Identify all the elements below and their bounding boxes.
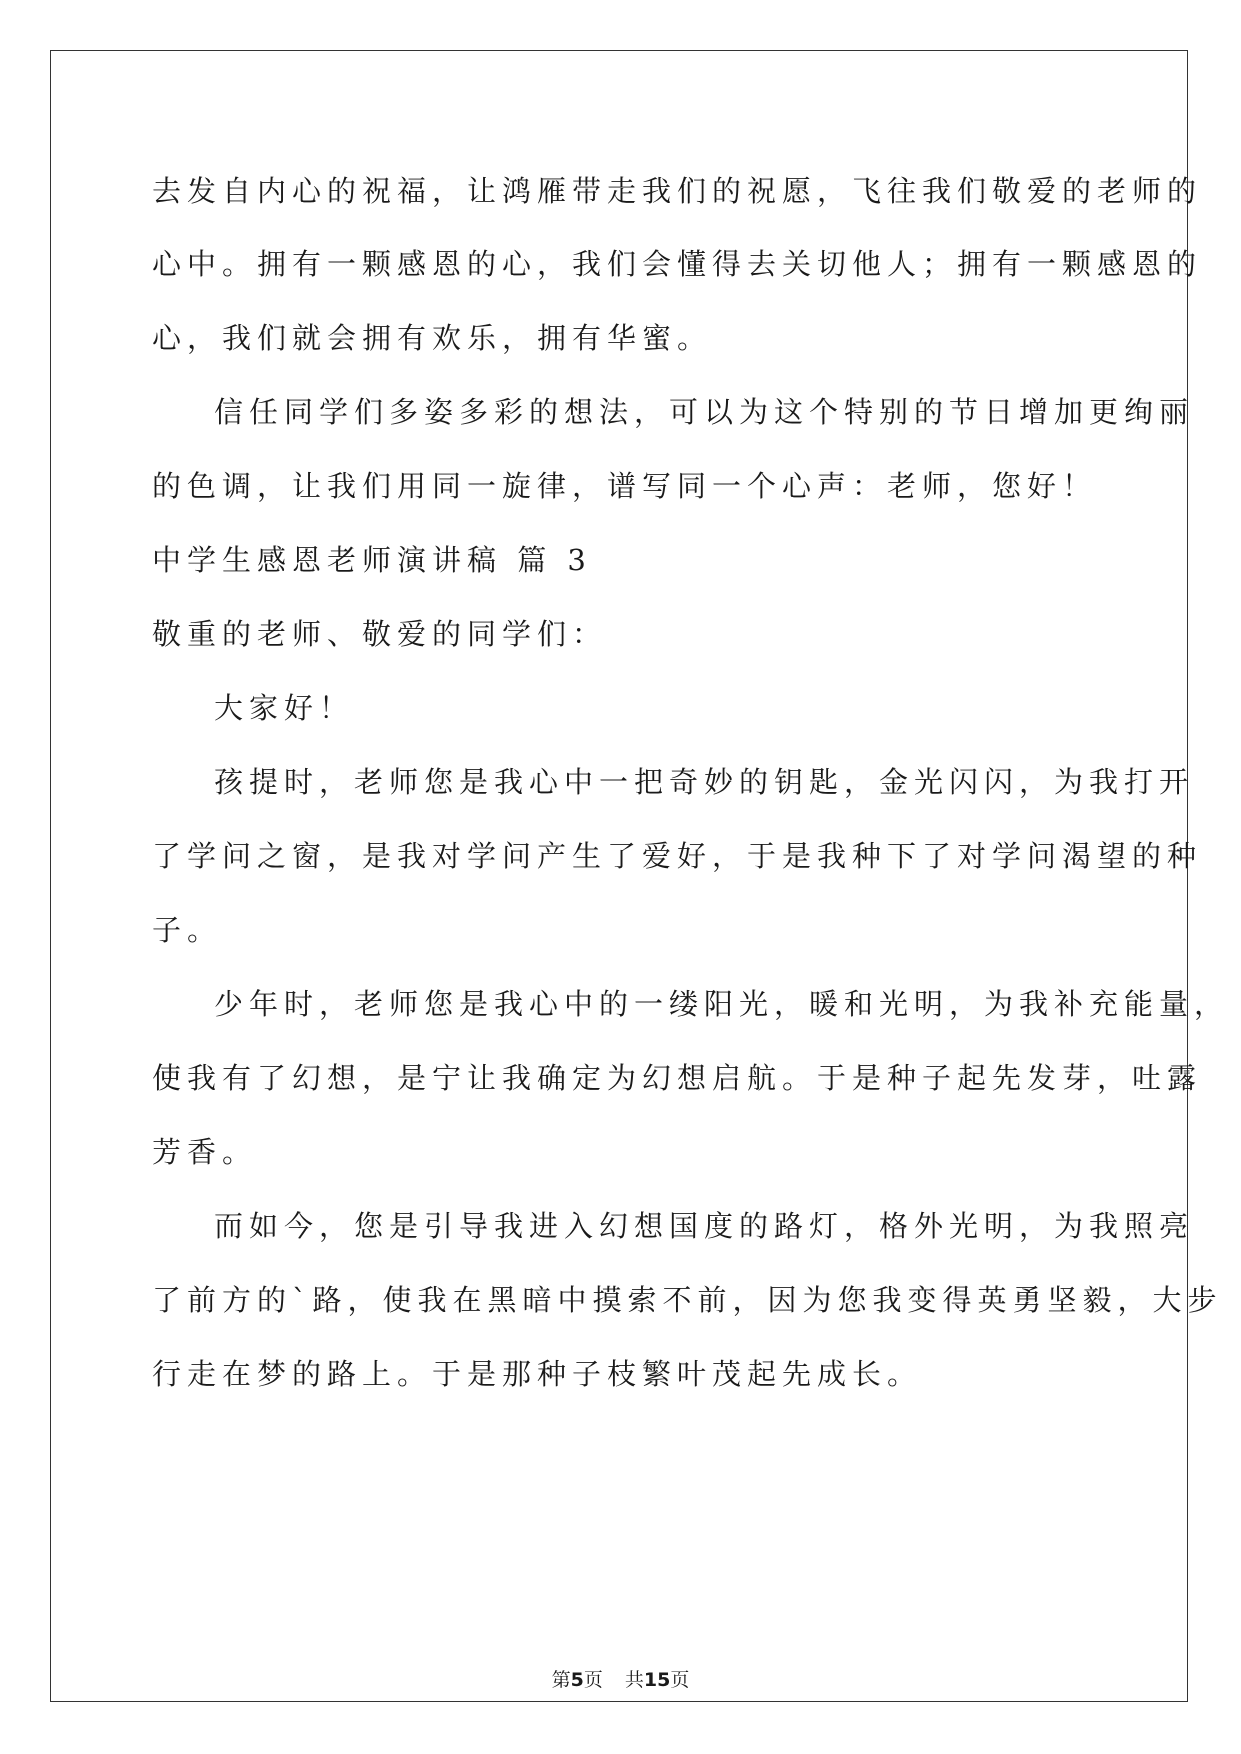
page-prefix: 第 — [551, 1669, 571, 1691]
body-line: 了学问之窗，是我对学问产生了爱好，于是我种下了对学问渴望的种 — [152, 839, 1203, 873]
page-suffix: 页 — [583, 1669, 603, 1691]
body-line: 了前方的`路，使我在黑暗中摸索不前，因为您我变得英勇坚毅，大步 — [152, 1283, 1223, 1317]
section-heading: 中学生感恩老师演讲稿 篇 3 — [152, 543, 592, 577]
body-line: 的色调，让我们用同一旋律，谱写同一个心声：老师，您好！ — [152, 469, 1098, 503]
body-line: 心，我们就会拥有欢乐，拥有华蜜。 — [152, 321, 713, 355]
body-line: 芳香。 — [152, 1135, 258, 1169]
total-suffix: 页 — [670, 1669, 690, 1691]
total-prefix: 共 — [624, 1669, 644, 1691]
greeting: 大家好！ — [214, 691, 355, 725]
body-line: 而如今，您是引导我进入幻想国度的路灯，格外光明，为我照亮 — [214, 1209, 1195, 1243]
current-page-number: 5 — [570, 1669, 584, 1691]
body-line: 去发自内心的祝福，让鸿雁带走我们的祝愿，飞往我们敬爱的老师的 — [152, 174, 1203, 208]
body-line: 使我有了幻想，是宁让我确定为幻想启航。于是种子起先发芽，吐露 — [152, 1061, 1203, 1095]
total-page-count: 15 — [643, 1669, 671, 1691]
body-line: 心中。拥有一颗感恩的心，我们会懂得去关切他人；拥有一颗感恩的 — [152, 247, 1203, 281]
body-line: 孩提时，老师您是我心中一把奇妙的钥匙，金光闪闪，为我打开 — [214, 765, 1195, 799]
body-line: 信任同学们多姿多彩的想法，可以为这个特别的节日增加更绚丽 — [214, 395, 1195, 429]
page-border — [50, 50, 1188, 1702]
body-line: 少年时，老师您是我心中的一缕阳光，暖和光明，为我补充能量， — [214, 987, 1230, 1021]
salutation: 敬重的老师、敬爱的同学们： — [152, 617, 608, 651]
body-line: 行走在梦的路上。于是那种子枝繁叶茂起先成长。 — [152, 1357, 923, 1391]
page-footer — [0, 1668, 1241, 1692]
body-line: 子。 — [152, 913, 223, 947]
